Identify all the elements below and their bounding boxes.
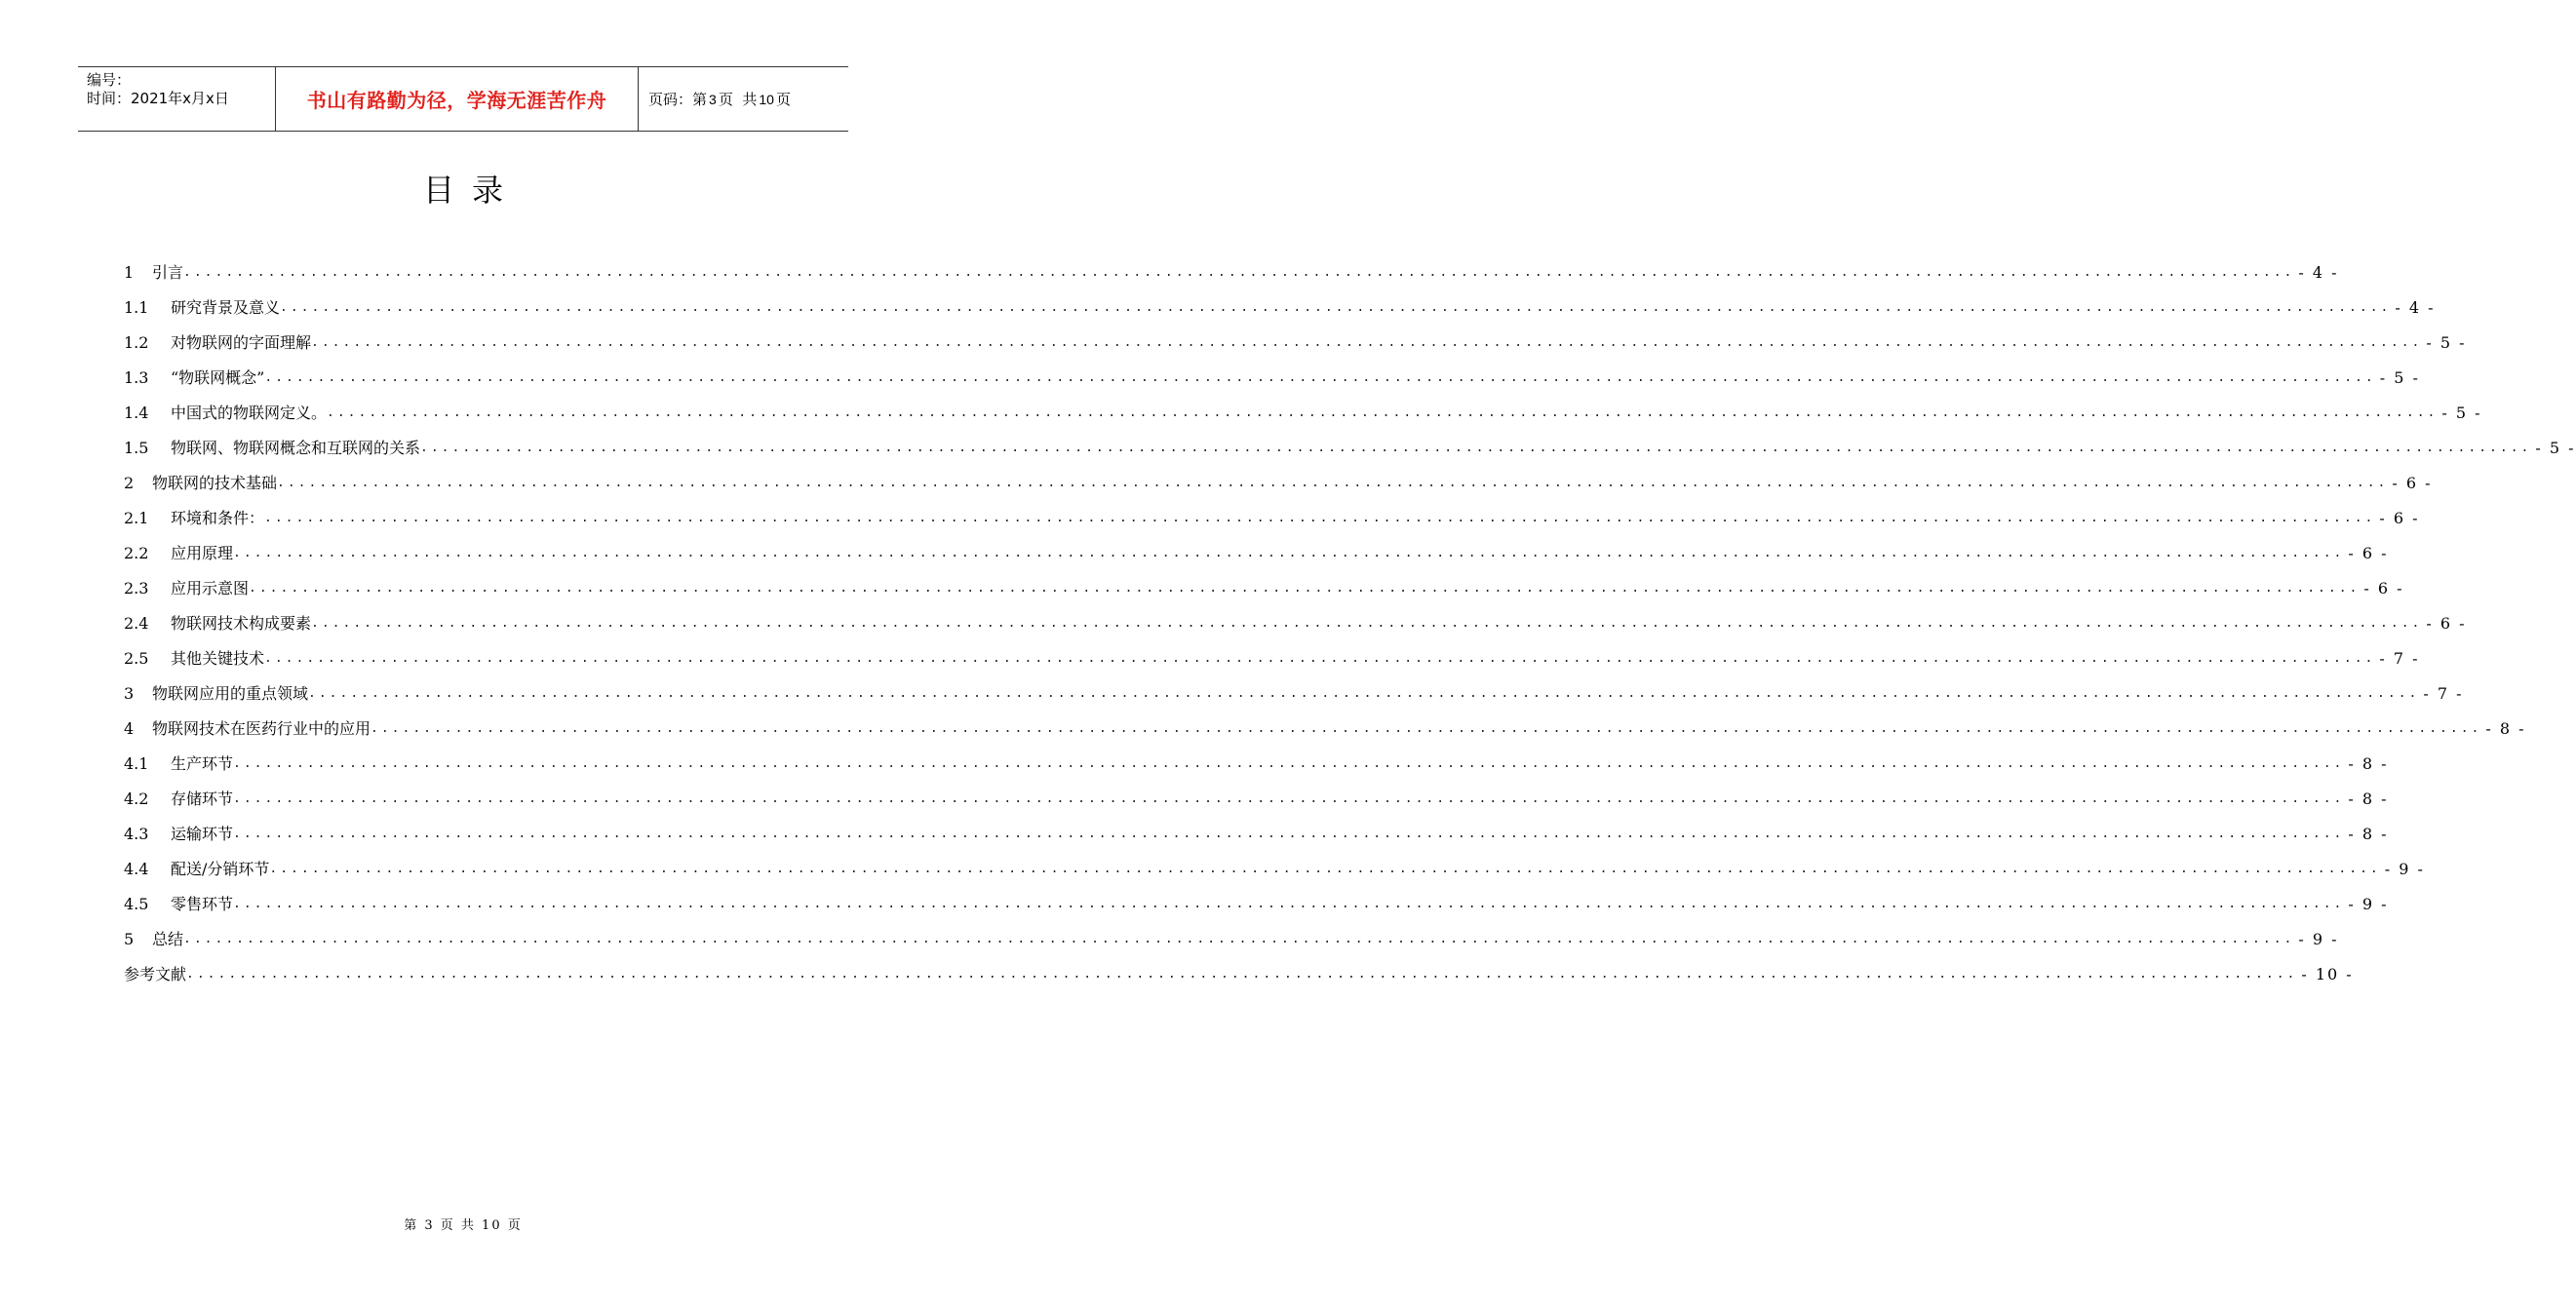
toc-entry[interactable]	[124, 255, 2339, 290]
toc-dot-leader: ........................................................................................................................................................................................................	[233, 756, 2345, 771]
toc-entry-page: - 4 -	[2395, 298, 2436, 317]
toc-dot-leader: ........................................................................................................................................................................................................	[277, 476, 2389, 490]
toc-dot-leader: ........................................................................................................................................................................................................	[233, 897, 2345, 911]
page-footer: 第 3 页 共 10 页	[404, 1218, 523, 1233]
toc-entry-title: 引言	[152, 263, 184, 282]
toc-dot-leader: ........................................................................................................................................................................................................	[183, 265, 2295, 280]
toc-entry-page: - 5 -	[2535, 439, 2576, 457]
toc-entry[interactable]	[124, 747, 2389, 782]
toc-entry-page: - 9 -	[2298, 930, 2339, 948]
toc-entry-title: 参考文献	[124, 965, 187, 983]
toc-entry-title: 总结	[152, 930, 184, 948]
toc-entry-title: 中国式的物联网定义。	[171, 404, 328, 422]
toc-entry[interactable]	[124, 817, 2389, 852]
toc-entry-page: - 4 -	[2298, 263, 2339, 282]
toc-entry-number: 5	[124, 930, 135, 948]
toc-entry-page: - 6 -	[2348, 544, 2389, 562]
toc-entry-title: 研究背景及意义	[171, 298, 281, 317]
toc-entry-title: 物联网的技术基础	[152, 474, 278, 492]
toc-entry-title: 物联网、物联网概念和互联网的关系	[171, 439, 421, 457]
toc-entry-page: - 7 -	[2423, 684, 2464, 703]
toc-entry-title: 运输环节	[171, 825, 234, 843]
toc-dot-leader: ........................................................................................................................................................................................................	[327, 405, 2439, 420]
toc-entry-number: 4.2	[124, 790, 149, 808]
toc-entry-title: 环境和条件：	[171, 509, 265, 527]
toc-entry-page: - 6 -	[2392, 474, 2433, 492]
toc-entry-title: 配送/分销环节	[171, 860, 270, 878]
header-page-info	[639, 67, 848, 131]
toc-entry-number: 1.2	[124, 333, 149, 352]
toc-entry-page: - 9 -	[2348, 895, 2389, 913]
page-prefix: 页码：第	[648, 91, 708, 108]
toc-entry[interactable]	[124, 782, 2389, 817]
toc-entry[interactable]	[124, 676, 2464, 712]
toc-entry-page: - 6 -	[2379, 509, 2420, 527]
toc-entry-number: 1.3	[124, 368, 149, 387]
toc-entry-page: - 5 -	[2426, 333, 2467, 352]
toc-entry-number: 1	[124, 263, 135, 282]
toc-entry[interactable]	[124, 571, 2404, 606]
toc-entry[interactable]	[124, 466, 2433, 501]
toc-dot-leader: ........................................................................................................................................................................................................	[280, 300, 2392, 315]
table-of-contents	[124, 255, 2576, 992]
toc-entry[interactable]	[124, 536, 2389, 571]
toc-entry[interactable]	[124, 431, 2576, 466]
toc-entry-title: 其他关键技术	[171, 649, 265, 668]
toc-entry-title: 对物联网的字面理解	[171, 333, 312, 352]
toc-entry-title: 应用原理	[171, 544, 234, 562]
toc-entry-page: - 8 -	[2348, 790, 2389, 808]
toc-dot-leader: ........................................................................................................................................................................................................	[264, 651, 2376, 666]
toc-entry-page: - 7 -	[2379, 649, 2420, 668]
header-motto: 书山有路勤为径，学海无涯苦作舟	[275, 67, 639, 131]
page-header	[78, 66, 848, 132]
toc-dot-leader: ........................................................................................................................................................................................................	[308, 686, 2420, 701]
toc-entry-page: - 9 -	[2384, 860, 2425, 878]
toc-entry[interactable]	[124, 887, 2389, 922]
toc-entry-number: 4.3	[124, 825, 149, 843]
toc-entry-number: 3	[124, 684, 135, 703]
toc-dot-leader: ........................................................................................................................................................................................................	[249, 581, 2361, 596]
toc-entry-number: 1.5	[124, 439, 149, 457]
toc-dot-leader: ........................................................................................................................................................................................................	[264, 511, 2376, 525]
toc-entry-title: 生产环节	[171, 754, 234, 773]
toc-entry-title: 物联网应用的重点领域	[152, 684, 309, 703]
page-mid: 页 共	[718, 91, 758, 108]
toc-entry-title: “物联网概念”	[171, 368, 265, 387]
toc-entry-page: - 8 -	[2485, 719, 2526, 738]
toc-entry-title: 物联网技术构成要素	[171, 614, 312, 633]
toc-dot-leader: ........................................................................................................................................................................................................	[264, 370, 2376, 385]
toc-entry-page: - 6 -	[2363, 579, 2404, 597]
toc-dot-leader: ........................................................................................................................................................................................................	[233, 546, 2345, 560]
page-total: 10	[759, 91, 774, 107]
toc-dot-leader: ........................................................................................................................................................................................................	[183, 932, 2295, 946]
toc-entry[interactable]	[124, 606, 2467, 641]
toc-entry-number: 2.3	[124, 579, 149, 597]
toc-entry-number: 1.1	[124, 298, 149, 317]
toc-entry-number: 2.5	[124, 649, 149, 668]
toc-entry[interactable]	[124, 922, 2339, 957]
page-suffix: 页	[775, 91, 791, 108]
toc-dot-leader: ........................................................................................................................................................................................................	[420, 441, 2532, 455]
toc-entry-number: 2	[124, 474, 135, 492]
document-number-label: 编号：	[87, 71, 132, 89]
toc-entry-page: - 5 -	[2441, 404, 2482, 422]
toc-entry-number: 1.4	[124, 404, 149, 422]
toc-entry[interactable]	[124, 712, 2526, 747]
toc-entry[interactable]	[124, 852, 2425, 887]
toc-dot-leader: ........................................................................................................................................................................................................	[269, 862, 2381, 876]
toc-entry[interactable]	[124, 326, 2467, 361]
toc-entry-number: 4.5	[124, 895, 149, 913]
toc-dot-leader: ........................................................................................................................................................................................................	[233, 827, 2345, 841]
toc-entry[interactable]	[124, 641, 2420, 676]
toc-entry-number: 4.1	[124, 754, 149, 773]
page-current: 3	[709, 91, 717, 107]
toc-entry-page: - 6 -	[2426, 614, 2467, 633]
toc-dot-leader: ........................................................................................................................................................................................................	[233, 791, 2345, 806]
toc-dot-leader: ........................................................................................................................................................................................................	[311, 335, 2423, 350]
header-meta	[78, 67, 275, 131]
toc-entry-page: - 5 -	[2379, 368, 2420, 387]
toc-entry-number: 2.1	[124, 509, 149, 527]
toc-dot-leader: ........................................................................................................................................................................................................	[186, 967, 2298, 982]
toc-entry-page: - 8 -	[2348, 754, 2389, 773]
toc-entry[interactable]	[124, 290, 2436, 326]
toc-entry-title: 存储环节	[171, 790, 234, 808]
toc-entry-number: 4.4	[124, 860, 149, 878]
toc-entry[interactable]	[124, 361, 2420, 396]
toc-entry-title: 物联网技术在医药行业中的应用	[152, 719, 371, 738]
toc-entry-page: - 8 -	[2348, 825, 2389, 843]
toc-entry[interactable]	[124, 396, 2482, 431]
toc-dot-leader: ........................................................................................................................................................................................................	[371, 721, 2482, 736]
toc-entry-number: 2.2	[124, 544, 149, 562]
toc-entry[interactable]	[124, 501, 2420, 536]
toc-dot-leader: ........................................................................................................................................................................................................	[311, 616, 2423, 631]
toc-entry-title: 零售环节	[171, 895, 234, 913]
toc-entry-title: 应用示意图	[171, 579, 250, 597]
toc-entry-number: 4	[124, 719, 135, 738]
toc-entry-page: - 10 -	[2301, 965, 2354, 983]
document-time-label: 时间：2021年x月x日	[87, 90, 229, 107]
toc-title: 目录	[422, 172, 521, 209]
toc-entry[interactable]	[124, 957, 2354, 992]
toc-entry-number: 2.4	[124, 614, 149, 633]
